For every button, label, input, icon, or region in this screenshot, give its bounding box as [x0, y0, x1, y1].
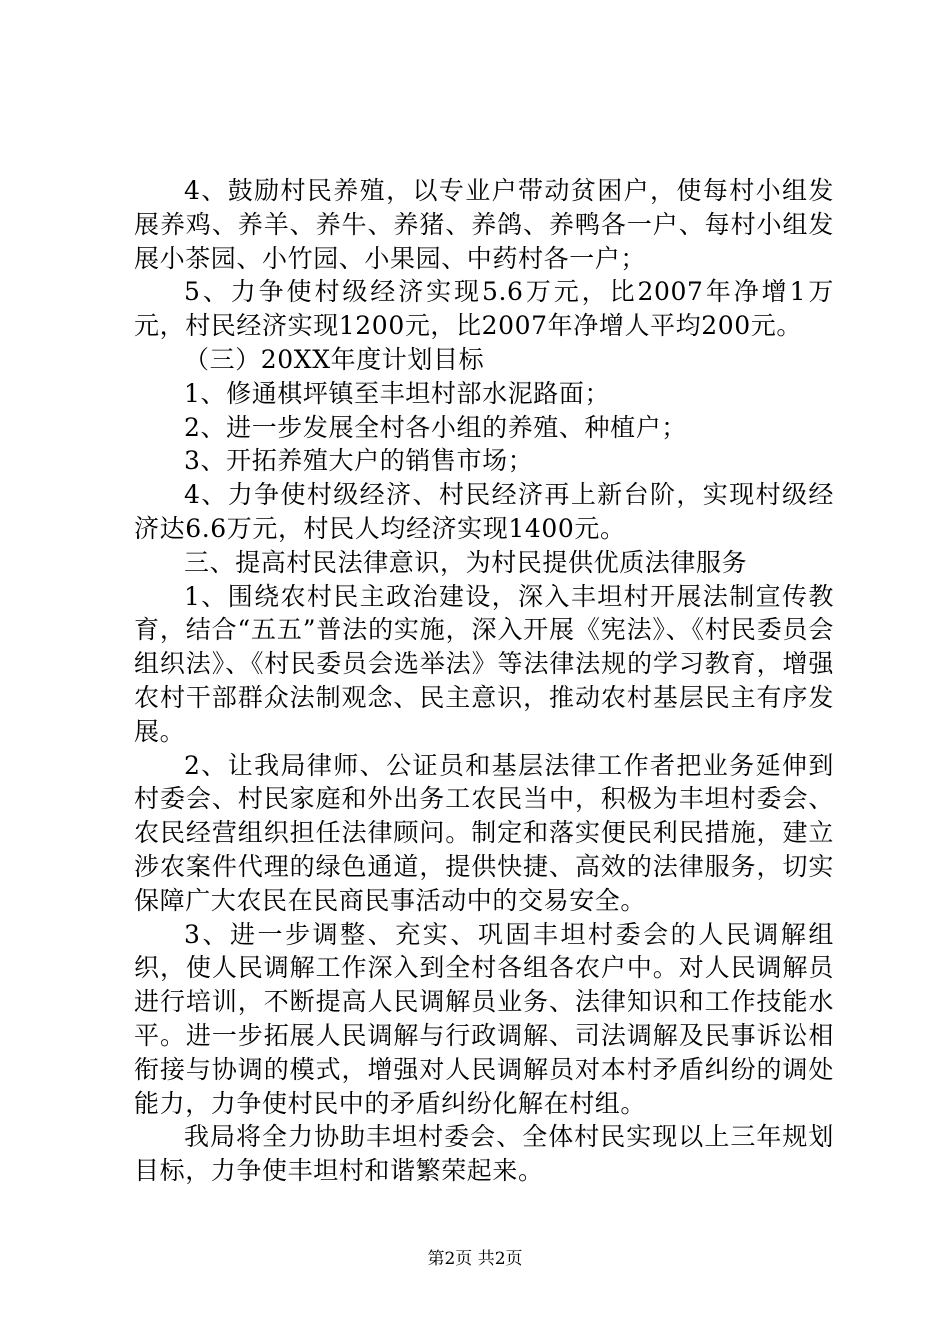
paragraph-mediation: 3、进一步调整、充实、巩固丰坦村委会的人民调解组织，使人民调解工作深入到全村各组各农户中。对人民调解员进行培训，不断提高人民调解员业务、法律知识和工作技能水平。进一步拓展人民调解与行政调解、司法调解及民事诉讼相衔接与协调的模式，增强对人民调解员对本村矛盾纠纷的调处能力，力争使村民中的矛盾纠纷化解在村组。	[134, 919, 834, 1118]
section-heading-annual-plan: （三）20XX年度计划目标	[184, 344, 485, 374]
section-heading-legal-services: 三、提高村民法律意识，为村民提供优质法律服务	[184, 547, 748, 577]
paragraph-economic-goal-annual: 4、力争使村级经济、村民经济再上新台阶，实现村级经济达6.6万元，村民人均经济实现1400元。	[134, 480, 834, 543]
paragraph-develop-households: 2、进一步发展全村各小组的养殖、种植户；	[184, 412, 687, 442]
page-number: 第2页 共2页	[427, 1249, 523, 1269]
paragraph-sales-market: 3、开拓养殖大户的销售市场；	[184, 446, 534, 476]
paragraph-legal-education: 1、围绕农村民主政治建设，深入丰坦村开展法制宣传教育，结合“五五”普法的实施，深入开展《宪法》、《村民委员会组织法》、《村民委员会选举法》等法律法规的学习教育，增强农村干部群众法制观念、民主意识，推动农村基层民主有序发展。	[134, 581, 834, 746]
paragraph-economic-goal-2008: 5、力争使村级经济实现5.6万元，比2007年净增1万元，村民经济实现1200元，比2007年净增人平均200元。	[134, 277, 834, 341]
paragraph-road-construction: 1、修通棋坪镇至丰坦村部水泥路面；	[184, 378, 611, 408]
paragraph-breeding-encouragement: 4、鼓励村民养殖，以专业户带动贫困户，使每村小组发展养鸡、养羊、养牛、养猪、养鸽、养鸭各一户、每村小组发展小茶园、小竹园、小果园、中药村各一户；	[134, 176, 834, 273]
document-body	[134, 174, 834, 1188]
paragraph-conclusion: 我局将全力协助丰坦村委会、全体村民实现以上三年规划目标，力争使丰坦村和谐繁荣起来。	[134, 1122, 834, 1186]
paragraph-legal-advisors: 2、让我局律师、公证员和基层法律工作者把业务延伸到村委会、村民家庭和外出务工农民当中，积极为丰坦村委会、农民经营组织担任法律顾问。制定和落实便民利民措施，建立涉农案件代理的绿色通道，提供快捷、高效的法律服务，切实保障广大农民在民商民事活动中的交易安全。	[134, 750, 834, 915]
